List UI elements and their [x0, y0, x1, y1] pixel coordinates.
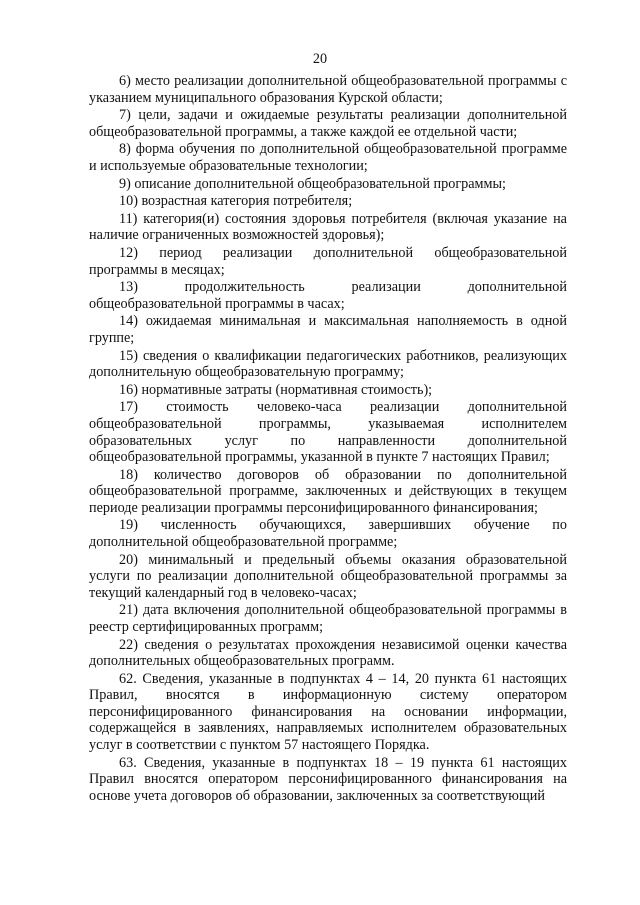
list-item-7: 7) цели, задачи и ожидаемые результаты реализации дополнительной общеобразовательной программы, а также каждой ее отдельной части;: [89, 107, 567, 140]
list-item-18: 18) количество договоров об образовании по дополнительной общеобразовательной программе, заключенных и действующих в текущем периоде реализации программы персонифицированного финансирования;: [89, 466, 567, 516]
page-number: 20: [312, 51, 328, 67]
list-item-13: 13) продолжительность реализации дополнительной общеобразовательной программы в часах;: [89, 279, 567, 312]
list-item-10: 10) возрастная категория потребителя;: [119, 193, 353, 210]
list-item-16: 16) нормативные затраты (нормативная стоимость);: [119, 381, 433, 398]
paragraph-63: 63. Сведения, указанные в подпунктах 18 – 19 пункта 61 настоящих Правил вносятся оператором персонифицированного финансирования на основе учета договоров об образовании, заключенных за соответствующий: [89, 754, 567, 804]
list-item-12: 12) период реализации дополнительной общеобразовательной программы в месяцах;: [89, 245, 567, 278]
paragraph-62: 62. Сведения, указанные в подпунктах 4 – 14, 20 пункта 61 настоящих Правил, вносятся в информационную систему оператором персонифицированного финансирования на основании информации, содержащейся в заявлениях, направляемых исполнителем образовательных услуг в соответствии с пунктом 57 настоящего Порядка.: [89, 670, 567, 753]
list-item-11: 11) категория(и) состояния здоровья потребителя (включая указание на наличие ограниченных возможностей здоровья);: [89, 210, 567, 244]
list-item-19: 19) численность обучающихся, завершивших обучение по дополнительной общеобразовательной программе;: [89, 517, 567, 550]
list-item-22: 22) сведения о результатах прохождения независимой оценки качества дополнительных общеобразовательных программ.: [89, 636, 567, 670]
list-item-17: 17) стоимость человеко-часа реализации дополнительной общеобразовательной программы, указываемая исполнителем образовательных услуг по направленности дополнительной общеобразовательной программы, указанной в пункте 7 настоящих Правил;: [89, 399, 567, 466]
document-body: [89, 73, 567, 804]
list-item-20: 20) минимальный и предельный объемы оказания образовательной услуги по реализации дополнительной общеобразовательной программы за текущий календарный год в человеко-часах;: [89, 551, 567, 601]
list-item-9: 9) описание дополнительной общеобразовательной программы;: [119, 175, 506, 192]
list-item-15: 15) сведения о квалификации педагогических работников, реализующих дополнительную общеобразовательную программу;: [89, 347, 567, 381]
list-item-8: 8) форма обучения по дополнительной общеобразовательной программе и используемые образовательные технологии;: [89, 141, 567, 174]
list-item-6: 6) место реализации дополнительной общеобразовательной программы с указанием муниципального образования Курской области;: [89, 73, 567, 106]
list-item-14: 14) ожидаемая минимальная и максимальная наполняемость в одной группе;: [89, 313, 567, 346]
list-item-21: 21) дата включения дополнительной общеобразовательной программы в реестр сертифицированных программ;: [89, 602, 567, 635]
